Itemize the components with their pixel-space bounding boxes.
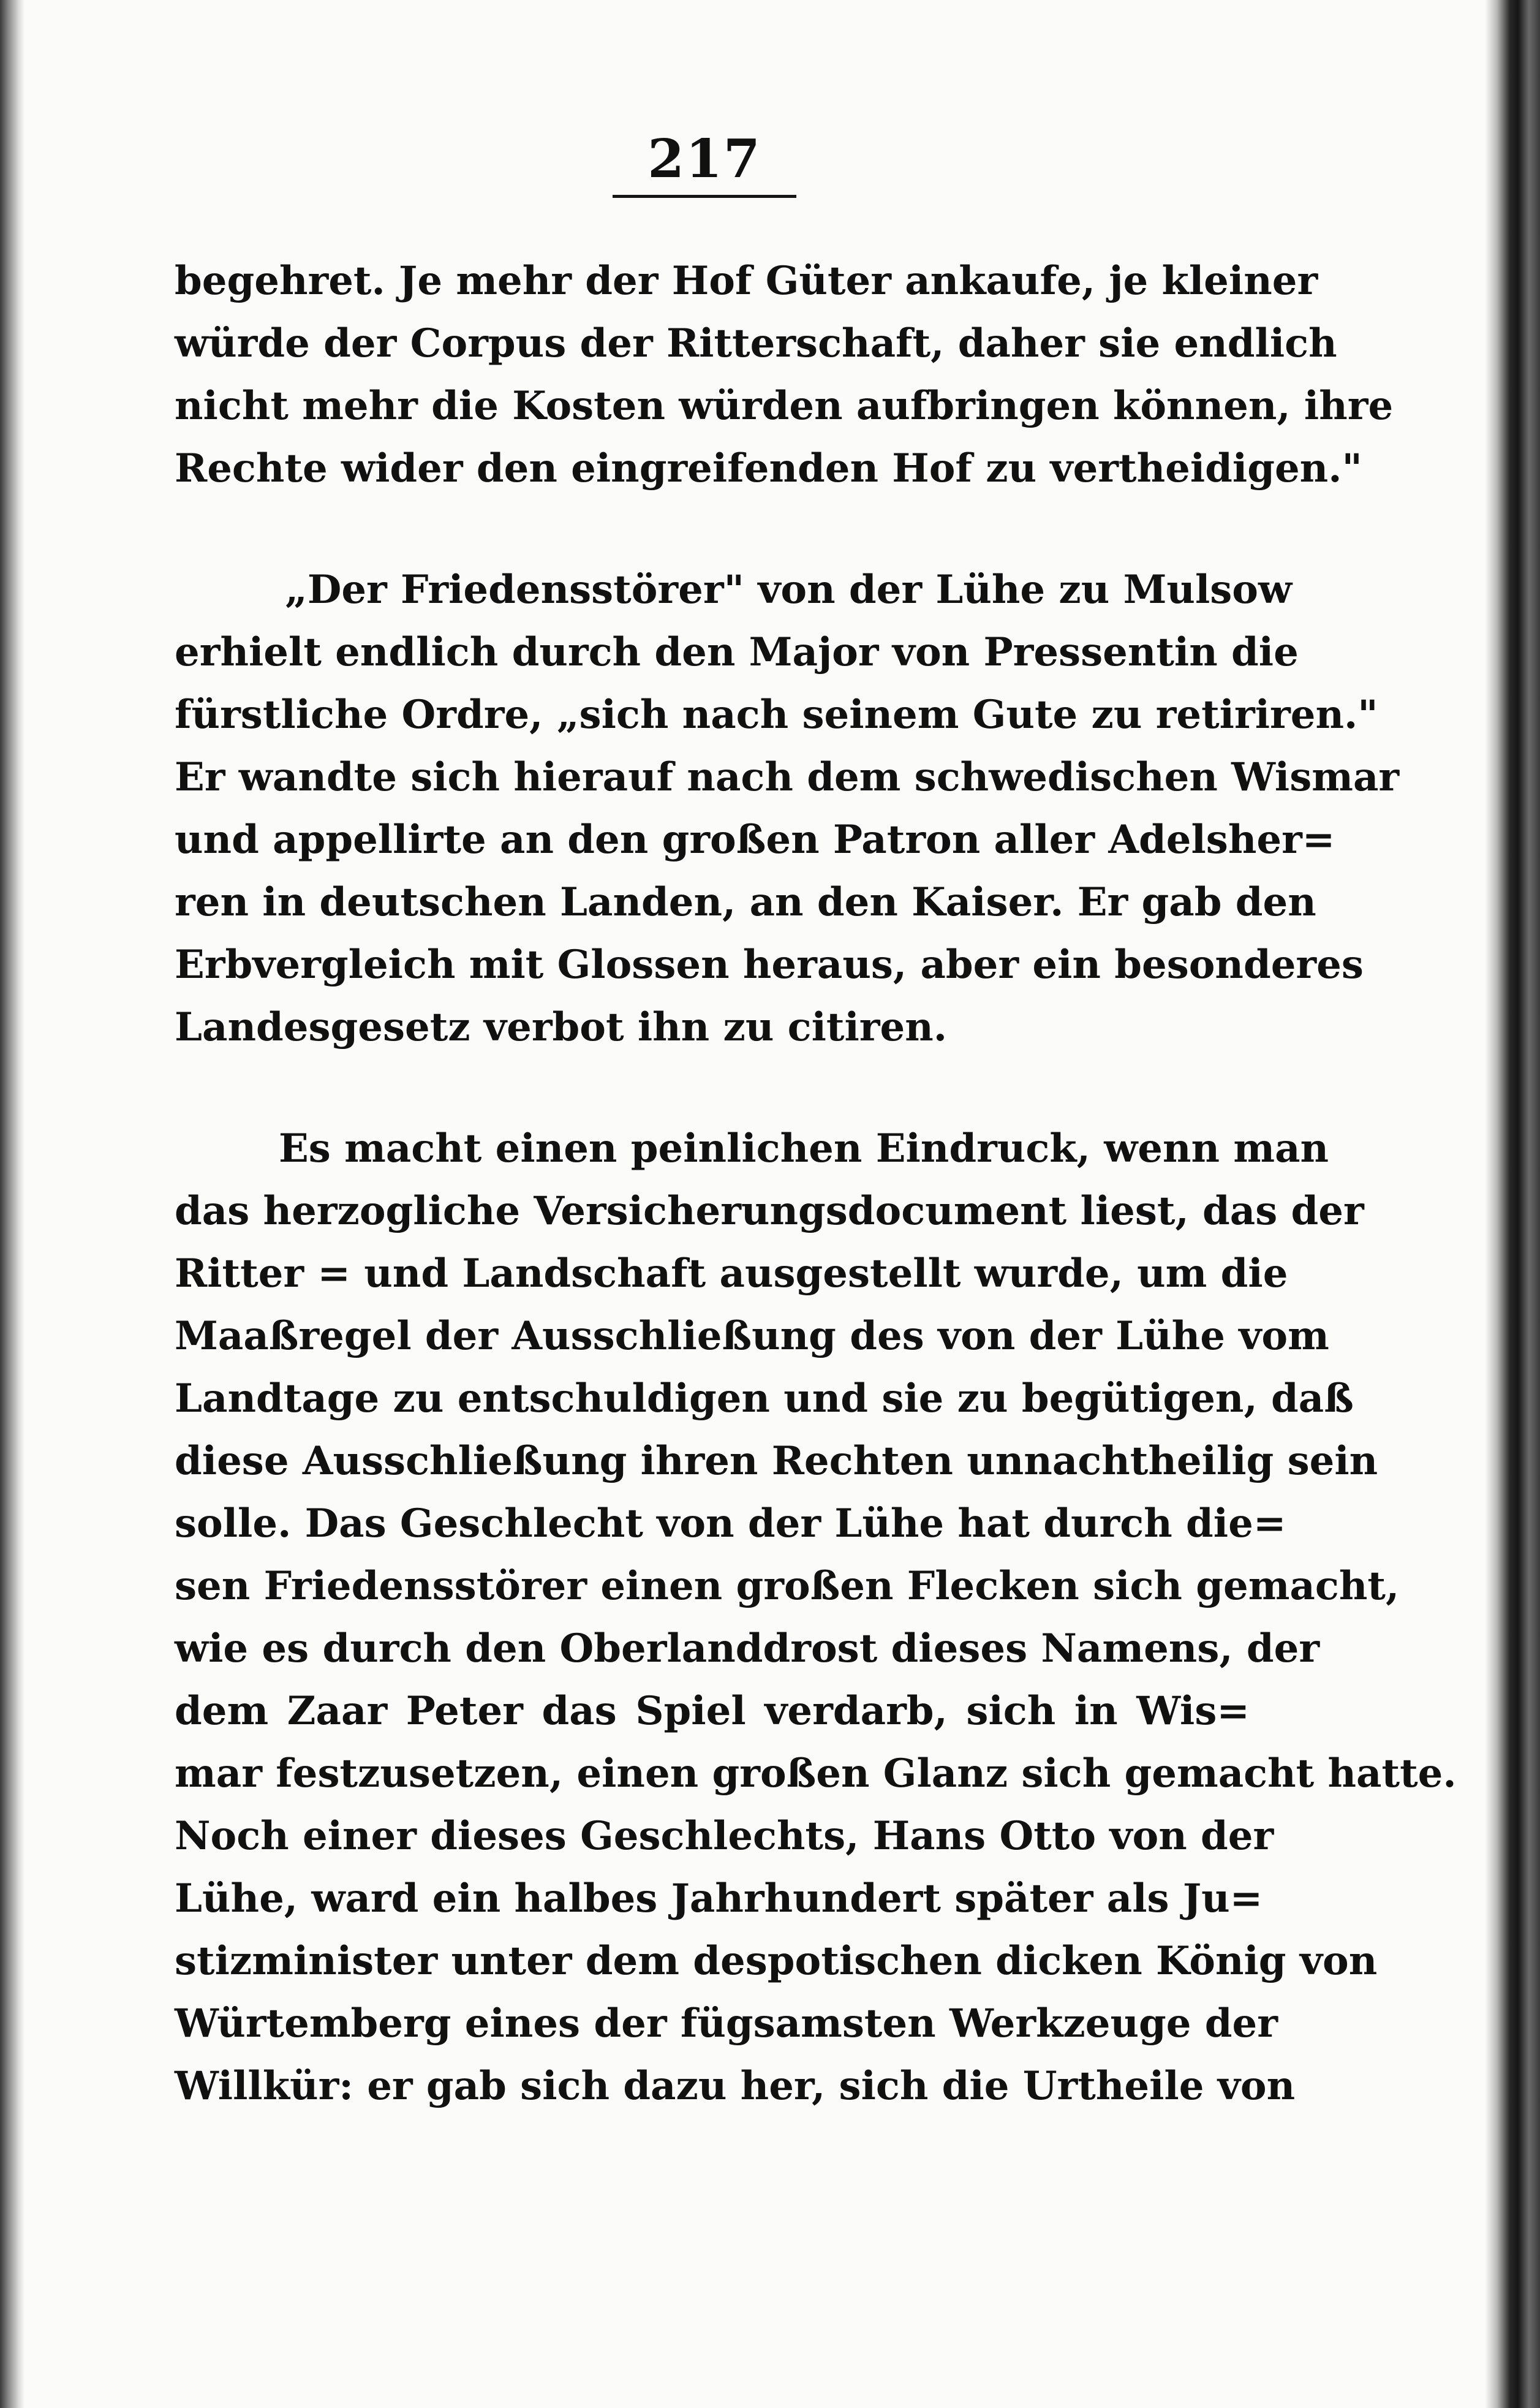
text-line: begehret. Je mehr der Hof Güter ankaufe, je kleiner (175, 258, 1318, 304)
text-line: würde der Corpus der Ritterschaft, daher sie endlich (175, 320, 1337, 366)
text-line: Noch einer dieses Geschlechts, Hans Otto von der (175, 1813, 1274, 1859)
text-line: sen Friedensstörer einen großen Flecken sich gemacht, (175, 1563, 1400, 1609)
text-line: Maaßregel der Ausschließung des von der Lühe vom (175, 1313, 1329, 1359)
text-line: wie es durch den Oberlanddrost dieses Namens, der (175, 1626, 1320, 1672)
paragraph-1 (175, 250, 1394, 500)
paragraph-2 (175, 559, 1400, 1059)
text-line: Er wandte sich hierauf nach dem schwedischen Wismar (175, 754, 1400, 800)
paragraph-3 (175, 1118, 1457, 2118)
text-line: Erbvergleich mit Glossen heraus, aber ein besonderes (175, 942, 1364, 988)
text-line: Ritter = und Landschaft ausgestellt wurde, um die (175, 1251, 1288, 1297)
page-number-rule (613, 195, 796, 198)
text-line: Landtage zu entschuldigen und sie zu begütigen, daß (175, 1376, 1354, 1422)
text-line: solle. Das Geschlecht von der Lühe hat durch die= (175, 1501, 1286, 1547)
text-line: Rechte wider den eingreifenden Hof zu vertheidigen." (175, 445, 1362, 491)
text-line: fürstliche Ordre, „sich nach seinem Gute zu retiriren." (175, 692, 1378, 738)
text-line: diese Ausschließung ihren Rechten unnachtheilig sein (175, 1438, 1378, 1484)
text-line: „Der Friedensstörer" von der Lühe zu Mulsow (285, 567, 1293, 613)
text-line: stizminister unter dem despotischen dicken König von (175, 1938, 1378, 1984)
text-line: und appellirte an den großen Patron aller Adelsher= (175, 817, 1335, 863)
text-line: Es macht einen peinlichen Eindruck, wenn man (279, 1126, 1329, 1172)
book-binding-edge (1485, 0, 1540, 2408)
body-text (175, 250, 1457, 2118)
text-line: Willkür: er gab sich dazu her, sich die Urtheile von (175, 2063, 1296, 2109)
text-line: erhielt endlich durch den Major von Pressentin die (175, 629, 1299, 675)
page-number: 217 (647, 128, 761, 190)
text-line: Lühe, ward ein halbes Jahrhundert später als Ju= (175, 1876, 1263, 1921)
text-line: das herzogliche Versicherungsdocument liest, das der (175, 1188, 1364, 1234)
text-line: mar festzusetzen, einen großen Glanz sich gemacht hatte. (175, 1751, 1457, 1797)
text-line: dem Zaar Peter das Spiel verdarb, sich in Wis= (175, 1688, 1250, 1734)
text-line: ren in deutschen Landen, an den Kaiser. Er gab den (175, 879, 1316, 925)
page-edge-left (0, 0, 25, 2408)
text-line: Würtemberg eines der fügsamsten Werkzeuge der (175, 2001, 1278, 2046)
text-line: Landesgesetz verbot ihn zu citiren. (175, 1004, 948, 1050)
text-line: nicht mehr die Kosten würden aufbringen können, ihre (175, 383, 1394, 429)
